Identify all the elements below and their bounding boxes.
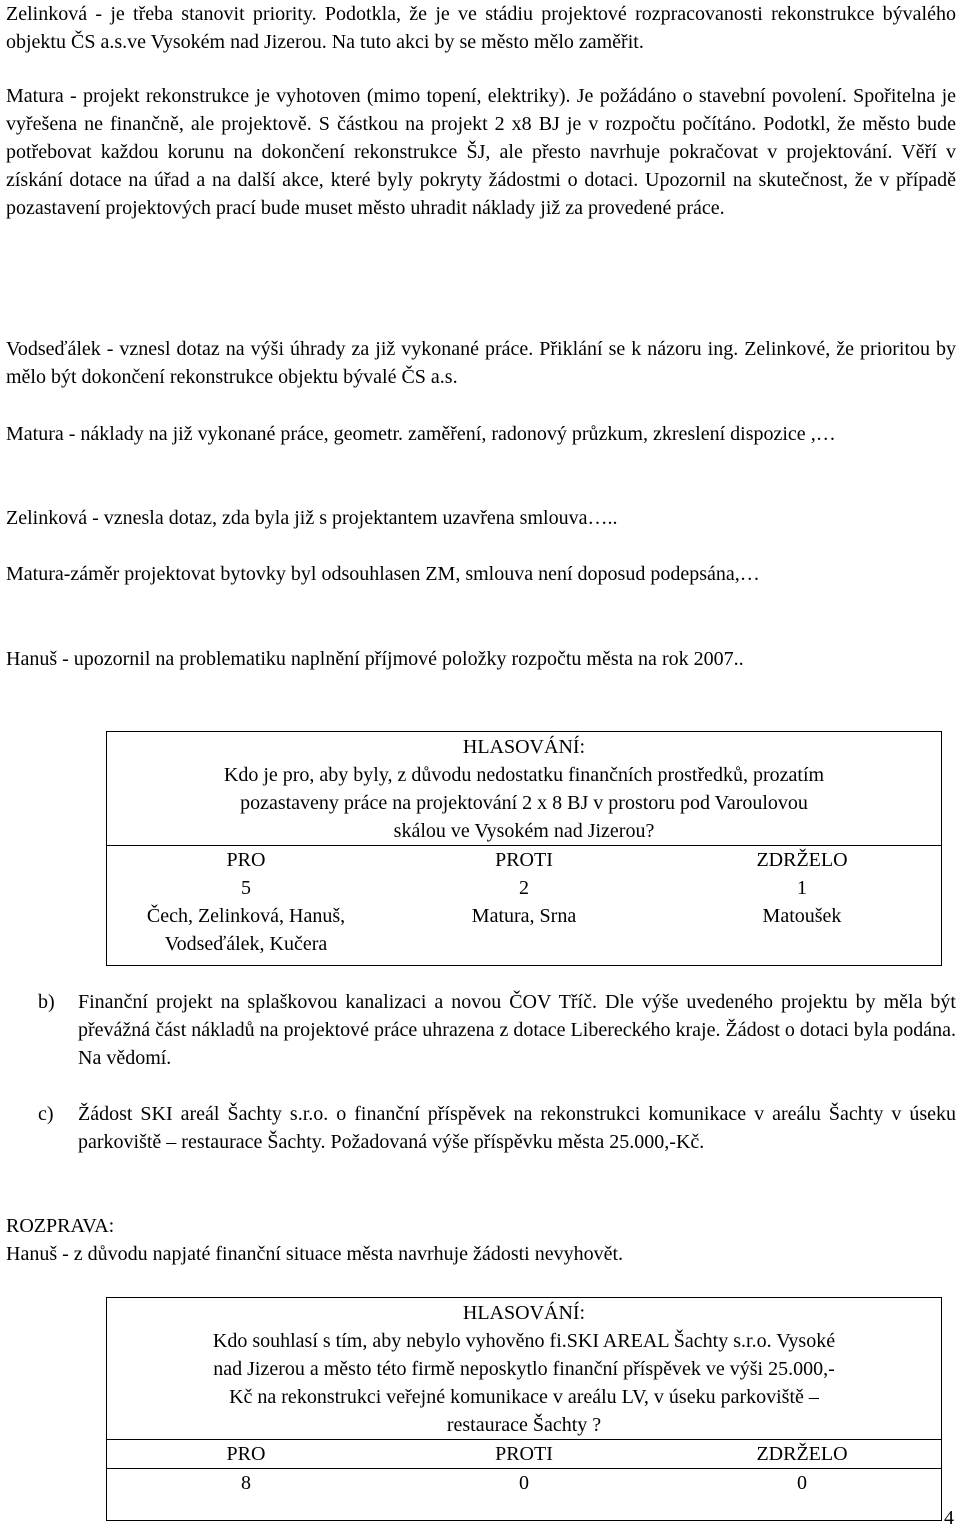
paragraph-matura-costs: Matura - náklady na již vykonané práce, geometr. zaměření, radonový průzkum, zkreslení dispozice ,…	[6, 423, 836, 445]
page-number: 4	[944, 1507, 954, 1529]
vote-pro-count: 5	[241, 877, 251, 899]
vote-pro-names-line: Vodseďálek, Kučera	[164, 933, 328, 955]
vote-pro-names-line: Čech, Zelinková, Hanuš,	[146, 905, 346, 927]
vote-zdrzelo-count: 0	[797, 1472, 807, 1494]
vote-col-pro: PRO	[226, 849, 266, 871]
vote-heading: HLASOVÁNÍ:	[462, 736, 586, 758]
vote-col-proti: PROTI	[495, 1443, 553, 1465]
item-c	[6, 1100, 956, 1190]
vote-pro-names	[107, 902, 385, 958]
rozprava-heading: ROZPRAVA:	[6, 1215, 115, 1237]
paragraph-hanus-budget: Hanuš - upozornil na problematiku naplnění příjmové položky rozpočtu města na rok 2007..	[6, 648, 744, 670]
item-c-text: Žádost SKI areál Šachty s.r.o. o finanční příspěvek na rekonstrukci komunikace v areálu Šachty v úseku parkoviště – restaurace Šachty. Požadovaná výše příspěvku města 25.000,-Kč.	[78, 1103, 956, 1153]
vote-box-first	[106, 731, 942, 966]
paragraph-zelinkova-priority: Zelinková - je třeba stanovit priority. Podotkla, že je ve stádiu projektové rozpracovanosti rekonstrukce bývalého objektu ČS a.s.ve Vysokém nad Jizerou. Na tuto akci by se město mělo zaměřit.	[6, 3, 956, 53]
vote-question-line: restaurace Šachty ?	[446, 1414, 602, 1436]
vote-proti-count: 2	[519, 877, 529, 899]
item-c-label: c)	[38, 1103, 54, 1125]
paragraph-vodsedalek: Vodseďálek - vznesl dotaz na výši úhrady za již vykonané práce. Přiklání se k názoru ing. Zelinkové, že prioritou by mělo být dokončení rekonstrukce objektu bývalé ČS a.s.	[6, 338, 956, 388]
vote-column-headers	[107, 1439, 941, 1468]
vote-proti-count: 0	[519, 1472, 529, 1494]
vote-proti-names: Matura, Srna	[471, 905, 577, 927]
paragraph-zelinkova-contract: Zelinková - vznesla dotaz, zda byla již s projektantem uzavřena smlouva…..	[6, 507, 618, 529]
vote-col-proti: PROTI	[495, 849, 553, 871]
paragraph-matura-project: Matura - projekt rekonstrukce je vyhotoven (mimo topení, elektriky). Je požádáno o stavební povolení. Spořitelna je vyřešena ne finančně, ale projektově. S částkou na projekt 2 x8 BJ je v rozpočtu počítáno. Podotkl, že město bude potřebovat každou korunu na dokončení rekonstrukce ŠJ, ale přesto navrhuje pokračovat v projektování. Věří v získání dotace na úřad a na další akce, které byly pokryty žádostmi o dotaci. Upozornil na skutečnost, že v případě pozastavení projektových prací bude muset město uhradit náklady již za provedené práce.	[6, 85, 956, 219]
vote-question-line: nad Jizerou a město této firmě neposkytlo finanční příspěvek ve výši 25.000,-	[213, 1358, 835, 1380]
vote-counts	[107, 1468, 941, 1497]
vote-counts	[107, 874, 941, 902]
vote-column-headers	[107, 845, 941, 874]
vote-zdrzelo-names: Matoušek	[762, 905, 842, 927]
vote-col-zdrzelo: ZDRŽELO	[756, 1443, 848, 1465]
vote-box-second	[106, 1297, 942, 1521]
vote-zdrzelo-count: 1	[797, 877, 807, 899]
vote-heading: HLASOVÁNÍ:	[462, 1302, 586, 1324]
vote-question-line: Kdo souhlasí s tím, aby nebylo vyhověno fi.SKI AREAL Šachty s.r.o. Vysoké	[212, 1330, 836, 1352]
paragraph-matura-intent: Matura-záměr projektovat bytovky byl odsouhlasen ZM, smlouva není doposud podepsána,…	[6, 563, 760, 585]
vote-col-zdrzelo: ZDRŽELO	[756, 849, 848, 871]
item-b	[6, 988, 956, 1078]
vote-col-pro: PRO	[226, 1443, 266, 1465]
rozprava-text: Hanuš - z důvodu napjaté finanční situace města navrhuje žádosti nevyhovět.	[6, 1243, 624, 1265]
item-b-label: b)	[38, 991, 55, 1013]
vote-question-line: pozastaveny práce na projektování 2 x 8 BJ v prostoru pod Varoulovou	[240, 792, 808, 814]
vote-question-line: Kdo je pro, aby byly, z důvodu nedostatku finančních prostředků, prozatím	[223, 764, 825, 786]
vote-question-line: Kč na rekonstrukci veřejné komunikace v areálu LV, v úseku parkoviště –	[229, 1386, 819, 1408]
vote-pro-count: 8	[241, 1472, 251, 1494]
vote-question-line: skálou ve Vysokém nad Jizerou?	[393, 820, 655, 842]
vote-names	[107, 902, 941, 958]
item-b-text: Finanční projekt na splaškovou kanalizaci a novou ČOV Tříč. Dle výše uvedeného projektu by měla být převážná část nákladů na projektové práce uhrazena z dotace Libereckého kraje. Žádost o dotaci byla podána. Na vědomí.	[78, 991, 956, 1069]
